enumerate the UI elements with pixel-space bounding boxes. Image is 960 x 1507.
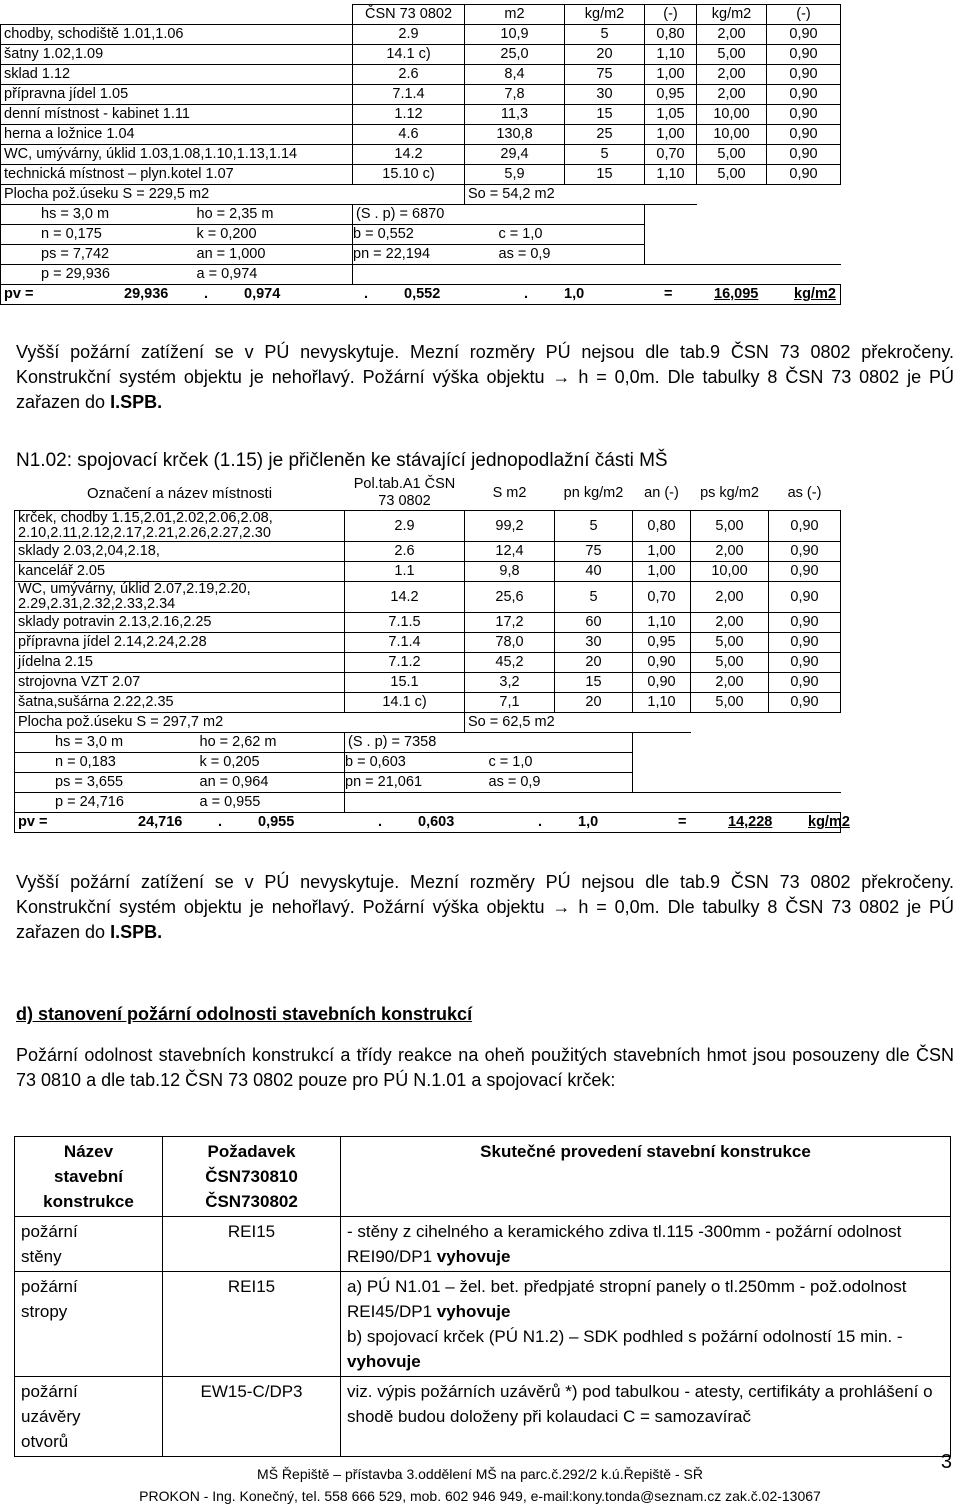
value-cell: 0,90 (769, 693, 841, 713)
room-name-cell: WC, umývárny, úklid 2.07,2.19,2.20, 2.29,2.31,2.32,2.33,2.34 (15, 582, 345, 613)
dot: . (218, 814, 223, 830)
value-cell: 0,95 (645, 85, 697, 105)
param-row (15, 733, 841, 753)
table-row (15, 1217, 951, 1272)
value-cell: 30 (565, 85, 645, 105)
pv-unit: kg/m2 (794, 286, 836, 302)
value-cell: 1,00 (633, 562, 691, 582)
pv-b: 0,552 (404, 286, 441, 302)
param-So: So = 62,5 m2 (465, 713, 691, 733)
value-cell: 5,00 (697, 45, 767, 65)
header-cell: (-) (767, 5, 841, 25)
value-cell: 0,90 (769, 562, 841, 582)
room-name-cell: chodby, schodiště 1.01,1.06 (1, 25, 353, 45)
section-d-heading: d) stanovení požární odolnosti stavebních konstrukcí (16, 1004, 473, 1024)
pv-eq: = (678, 814, 687, 830)
param-as: as = 0,9 (498, 246, 551, 262)
value-cell: 15.1 (345, 673, 465, 693)
value-cell: 1,05 (645, 105, 697, 125)
value-cell: 0,90 (769, 673, 841, 693)
footer-company: PROKON - Ing. Konečný, tel. 558 666 529, mob. 602 946 949, e-mail:kony.tonda@seznam.cz zak.č.02-13067 (139, 1488, 821, 1504)
header-cell: ČSN 73 0802 (353, 5, 465, 25)
value-cell: 5 (555, 511, 633, 542)
fire-load-table-n101 (0, 4, 841, 305)
dot: . (204, 286, 209, 302)
value-cell: 29,4 (465, 145, 565, 165)
table-row (15, 542, 841, 562)
value-cell: 2,00 (691, 613, 769, 633)
param-So: So = 54,2 m2 (465, 185, 697, 205)
summary-spb: I.SPB. (110, 392, 163, 412)
execution-text: viz. výpis požárních uzávěrů *) pod tabulkou - atesty, certifikáty a prohlášení o shodě budou doloženy při kolaudaci C = samozavírač (347, 1382, 933, 1426)
value-cell: 9,8 (465, 562, 555, 582)
param-c: c = 1,0 (488, 754, 533, 770)
param-row (15, 773, 841, 793)
execution-cell (341, 1377, 951, 1457)
value-cell: 0,90 (767, 25, 841, 45)
value-cell: 0,90 (769, 613, 841, 633)
param-S: Plocha pož.úseku S = 229,5 m2 (1, 185, 465, 205)
value-cell: 7.1.2 (345, 653, 465, 673)
table-row (1, 145, 841, 165)
param-row (1, 245, 841, 265)
param-b: b = 0,603 (345, 754, 406, 770)
room-name-cell: WC, umývárny, úklid 1.03,1.08,1.10,1.13,1.14 (1, 145, 353, 165)
param-row (15, 713, 841, 733)
value-cell: 25,0 (465, 45, 565, 65)
table-header-row (1, 5, 841, 25)
footer-project: MŠ Řepiště – přístavba 3.oddělení MŠ na parc.č.292/2 k.ú.Řepiště - SŘ (257, 1466, 703, 1482)
value-cell: 7.1.4 (345, 633, 465, 653)
param-k: k = 0,200 (196, 226, 257, 242)
room-name-cell: šatna,sušárna 2.22,2.35 (15, 693, 345, 713)
execution-line (347, 1219, 944, 1269)
pv-p: 24,716 (138, 814, 183, 830)
execution-cell (341, 1272, 951, 1377)
room-name-cell: herna a ložnice 1.04 (1, 125, 353, 145)
value-cell: 10,00 (697, 105, 767, 125)
value-cell: 10,00 (697, 125, 767, 145)
value-cell: 2.6 (345, 542, 465, 562)
value-cell: 7,8 (465, 85, 565, 105)
table-row (15, 613, 841, 633)
value-cell: 0,90 (767, 145, 841, 165)
value-cell: 5 (555, 582, 633, 613)
value-cell: 14.2 (345, 582, 465, 613)
param-a: a = 0,955 (199, 794, 261, 810)
value-cell: 1,10 (645, 45, 697, 65)
param-row (15, 793, 841, 813)
table-row (1, 45, 841, 65)
value-cell: 2.9 (345, 511, 465, 542)
value-cell: 0,90 (767, 165, 841, 185)
dot: . (364, 286, 369, 302)
value-cell: 0,90 (769, 542, 841, 562)
dot: . (378, 814, 383, 830)
value-cell: 1,10 (645, 165, 697, 185)
value-cell: 0,90 (767, 85, 841, 105)
section-d-text: Požární odolnost stavebních konstrukcí a třídy reakce na oheň použitých stavebních hmot jsou posouzeny dle ČSN 73 0810 a dle tab.12 ČSN 73 0802 pouze pro PÚ N.1.01 a spojovací krček: (16, 1045, 954, 1090)
param-n: n = 0,175 (41, 226, 102, 242)
table-row (1, 105, 841, 125)
param-Sp: (S . p) = 7358 (345, 733, 633, 753)
value-cell: 7.1.5 (345, 613, 465, 633)
table-row (15, 582, 841, 613)
value-cell: 2,00 (697, 65, 767, 85)
value-cell: 15.10 c) (353, 165, 465, 185)
value-cell: 7,1 (465, 693, 555, 713)
table-row (15, 1377, 951, 1457)
param-row (1, 185, 841, 205)
fire-resistance-table (14, 1136, 951, 1457)
param-k: k = 0,205 (199, 754, 260, 770)
value-cell: 2,00 (691, 673, 769, 693)
pv-row (15, 813, 841, 833)
value-cell: 11,3 (465, 105, 565, 125)
value-cell: 0,90 (769, 511, 841, 542)
param-c: c = 1,0 (498, 226, 543, 242)
room-name-cell: kancelář 2.05 (15, 562, 345, 582)
param-as: as = 0,9 (488, 774, 541, 790)
param-hs: hs = 3,0 m (41, 206, 110, 222)
header-cell: Pol.tab.A1 ČSN 73 0802 (345, 476, 465, 511)
execution-text: a) PÚ N1.01 – žel. bet. předpjaté stropní panely o tl.250mm - pož.odolnost REI45/DP1 (347, 1277, 907, 1321)
param-b: b = 0,552 (353, 226, 414, 242)
page-number: 3 (940, 1451, 952, 1473)
value-cell: 0,80 (633, 511, 691, 542)
value-cell: 20 (555, 693, 633, 713)
header-cell: Požadavek ČSN730810 ČSN730802 (163, 1137, 341, 1217)
value-cell: 20 (555, 653, 633, 673)
header-cell: kg/m2 (565, 5, 645, 25)
param-row (1, 225, 841, 245)
value-cell: 0,95 (633, 633, 691, 653)
value-cell: 17,2 (465, 613, 555, 633)
pv-a: 0,974 (244, 286, 281, 302)
pv-unit: kg/m2 (808, 814, 850, 830)
value-cell: 5,00 (697, 165, 767, 185)
summary-text: Vyšší požární zatížení se v PÚ nevyskytuje. Mezní rozměry PÚ nejsou dle tab.9 ČSN 73 0802 překročeny. Konstrukční systém objektu je nehořlavý. Požární výška objektu → h = 0,0m. Dle tabulky 8 ČSN 73 0802 je PÚ zařazen do (16, 342, 954, 412)
value-cell: 1,00 (645, 125, 697, 145)
value-cell: 5,00 (691, 511, 769, 542)
header-cell: Označení a název místnosti (15, 476, 345, 511)
value-cell: 1.12 (353, 105, 465, 125)
table-header-row (15, 1137, 951, 1217)
value-cell: 0,80 (645, 25, 697, 45)
room-name-cell: jídelna 2.15 (15, 653, 345, 673)
room-name-cell: přípravna jídel 1.05 (1, 85, 353, 105)
param-pn: pn = 21,061 (345, 774, 423, 790)
construction-name-cell: požární uzávěry otvorů (15, 1377, 163, 1457)
value-cell: 5,00 (691, 633, 769, 653)
room-name-cell: sklady 2.03,2,04,2.18, (15, 542, 345, 562)
value-cell: 14.2 (353, 145, 465, 165)
value-cell: 75 (565, 65, 645, 85)
param-hs: hs = 3,0 m (55, 734, 124, 750)
param-p: p = 24,716 (55, 794, 124, 810)
verdict: vyhovuje (347, 1352, 421, 1371)
room-name-cell: přípravna jídel 2.14,2.24,2.28 (15, 633, 345, 653)
header-cell: Skutečné provedení stavební konstrukce (341, 1137, 951, 1217)
table-row (1, 165, 841, 185)
value-cell: 8,4 (465, 65, 565, 85)
value-cell: 5 (565, 25, 645, 45)
header-cell: ps kg/m2 (691, 476, 769, 511)
value-cell: 15 (565, 105, 645, 125)
value-cell: 0,90 (769, 653, 841, 673)
pv-b: 0,603 (418, 814, 455, 830)
pv-eq: = (664, 286, 673, 302)
requirement-cell: REI15 (163, 1217, 341, 1272)
table-row (1, 25, 841, 45)
summary-text: Vyšší požární zatížení se v PÚ nevyskytuje. Mezní rozměry PÚ nejsou dle tab.9 ČSN 73 0802 překročeny. Konstrukční systém objektu je nehořlavý. Požární výška objektu → h = 0,0m. Dle tabulky 8 ČSN 73 0802 je PÚ zařazen do (16, 872, 954, 942)
value-cell: 30 (555, 633, 633, 653)
table-row (15, 653, 841, 673)
pv-result: 14,228 (728, 814, 773, 830)
value-cell: 1.1 (345, 562, 465, 582)
value-cell: 2,00 (691, 582, 769, 613)
header-cell: m2 (465, 5, 565, 25)
value-cell: 14.1 c) (353, 45, 465, 65)
value-cell: 0,90 (767, 125, 841, 145)
param-S: Plocha pož.úseku S = 297,7 m2 (15, 713, 465, 733)
value-cell: 0,70 (645, 145, 697, 165)
summary-paragraph-2 (16, 870, 954, 945)
room-name-cell: sklad 1.12 (1, 65, 353, 85)
dot: . (524, 286, 529, 302)
room-name-cell: technická místnost – plyn.kotel 1.07 (1, 165, 353, 185)
value-cell: 20 (565, 45, 645, 65)
value-cell: 5 (565, 145, 645, 165)
param-ps: ps = 7,742 (41, 246, 110, 262)
table-row (15, 1272, 951, 1377)
pv-c: 1,0 (578, 814, 599, 830)
value-cell: 75 (555, 542, 633, 562)
param-ho: ho = 2,62 m (199, 734, 277, 750)
header-cell: (-) (645, 5, 697, 25)
value-cell: 0,90 (767, 105, 841, 125)
param-row (1, 205, 841, 225)
table-header-row (15, 476, 841, 511)
construction-name-cell: požární stěny (15, 1217, 163, 1272)
execution-text: b) spojovací krček (PÚ N1.2) – SDK podhled s požární odolností 15 min. - (347, 1327, 903, 1346)
value-cell: 5,00 (697, 145, 767, 165)
value-cell: 10,9 (465, 25, 565, 45)
value-cell: 5,9 (465, 165, 565, 185)
value-cell: 1,00 (645, 65, 697, 85)
value-cell: 12,4 (465, 542, 555, 562)
value-cell: 2,00 (691, 542, 769, 562)
value-cell: 1,10 (633, 693, 691, 713)
pv-p: 29,936 (124, 286, 169, 302)
value-cell: 25,6 (465, 582, 555, 613)
table-row (1, 65, 841, 85)
pv-c: 1,0 (564, 286, 585, 302)
table-row (15, 511, 841, 542)
room-name-cell: denní místnost - kabinet 1.11 (1, 105, 353, 125)
pv-label: pv = (18, 814, 48, 830)
header-cell: S m2 (465, 476, 555, 511)
table-row (15, 633, 841, 653)
header-cell: an (-) (633, 476, 691, 511)
execution-line (347, 1274, 944, 1324)
room-name-cell: krček, chodby 1.15,2.01,2.02,2.06,2.08, 2.10,2.11,2.12,2.17,2.21,2.26,2.27,2.30 (15, 511, 345, 542)
param-n: n = 0,183 (55, 754, 116, 770)
header-cell: as (-) (769, 476, 841, 511)
param-pn: pn = 22,194 (353, 246, 431, 262)
value-cell: 2,00 (697, 85, 767, 105)
summary-spb: I.SPB. (110, 922, 163, 942)
value-cell: 7.1.4 (353, 85, 465, 105)
value-cell: 5,00 (691, 693, 769, 713)
param-Sp: (S . p) = 6870 (353, 205, 645, 225)
value-cell: 78,0 (465, 633, 555, 653)
header-cell: pn kg/m2 (555, 476, 633, 511)
param-p: p = 29,936 (41, 266, 110, 282)
value-cell: 99,2 (465, 511, 555, 542)
value-cell: 2,00 (697, 25, 767, 45)
param-row (15, 753, 841, 773)
value-cell: 15 (565, 165, 645, 185)
value-cell: 3,2 (465, 673, 555, 693)
value-cell: 0,90 (769, 582, 841, 613)
value-cell: 15 (555, 673, 633, 693)
execution-line (347, 1379, 944, 1429)
param-an: an = 0,964 (199, 774, 269, 790)
table-row (1, 125, 841, 145)
value-cell: 2.9 (353, 25, 465, 45)
requirement-cell: EW15-C/DP3 (163, 1377, 341, 1457)
param-ps: ps = 3,655 (55, 774, 124, 790)
value-cell: 0,70 (633, 582, 691, 613)
value-cell: 2.6 (353, 65, 465, 85)
param-a: a = 0,974 (196, 266, 258, 282)
requirement-cell: REI15 (163, 1272, 341, 1377)
verdict: vyhovuje (436, 1302, 511, 1321)
table-row (15, 562, 841, 582)
value-cell: 0,90 (633, 653, 691, 673)
value-cell: 0,90 (633, 673, 691, 693)
pv-label: pv = (4, 286, 34, 302)
pv-a: 0,955 (258, 814, 295, 830)
param-an: an = 1,000 (196, 246, 266, 262)
pv-row (1, 285, 841, 305)
value-cell: 0,90 (767, 65, 841, 85)
value-cell: 60 (555, 613, 633, 633)
room-name-cell: strojovna VZT 2.07 (15, 673, 345, 693)
room-name-cell: sklady potravin 2.13,2.16,2.25 (15, 613, 345, 633)
pv-result: 16,095 (714, 286, 759, 302)
header-cell: Název stavební konstrukce (15, 1137, 163, 1217)
construction-name-cell: požární stropy (15, 1272, 163, 1377)
execution-line (347, 1324, 944, 1374)
value-cell: 0,90 (767, 45, 841, 65)
execution-text: - stěny z cihelného a keramického zdiva tl.115 -300mm - požární odolnost REI90/DP1 (347, 1222, 902, 1266)
value-cell: 45,2 (465, 653, 555, 673)
value-cell: 10,00 (691, 562, 769, 582)
value-cell: 5,00 (691, 653, 769, 673)
value-cell: 25 (565, 125, 645, 145)
dot: . (538, 814, 543, 830)
value-cell: 130,8 (465, 125, 565, 145)
value-cell: 1,10 (633, 613, 691, 633)
fire-load-table-n102 (14, 476, 850, 833)
summary-paragraph-1 (16, 340, 954, 415)
value-cell: 40 (555, 562, 633, 582)
value-cell: 0,90 (769, 633, 841, 653)
value-cell: 1,00 (633, 542, 691, 562)
table-row (15, 693, 841, 713)
value-cell: 4.6 (353, 125, 465, 145)
room-name-cell: šatny 1.02,1.09 (1, 45, 353, 65)
verdict: vyhovuje (436, 1247, 511, 1266)
header-cell: kg/m2 (697, 5, 767, 25)
value-cell: 14.1 c) (345, 693, 465, 713)
param-row (1, 265, 841, 285)
param-ho: ho = 2,35 m (196, 206, 274, 222)
table-row (15, 673, 841, 693)
execution-cell (341, 1217, 951, 1272)
section-n102-title: N1.02: spojovací krček (1.15) je přičleněn ke stávající jednopodlažní části MŠ (16, 450, 668, 471)
table-row (1, 85, 841, 105)
